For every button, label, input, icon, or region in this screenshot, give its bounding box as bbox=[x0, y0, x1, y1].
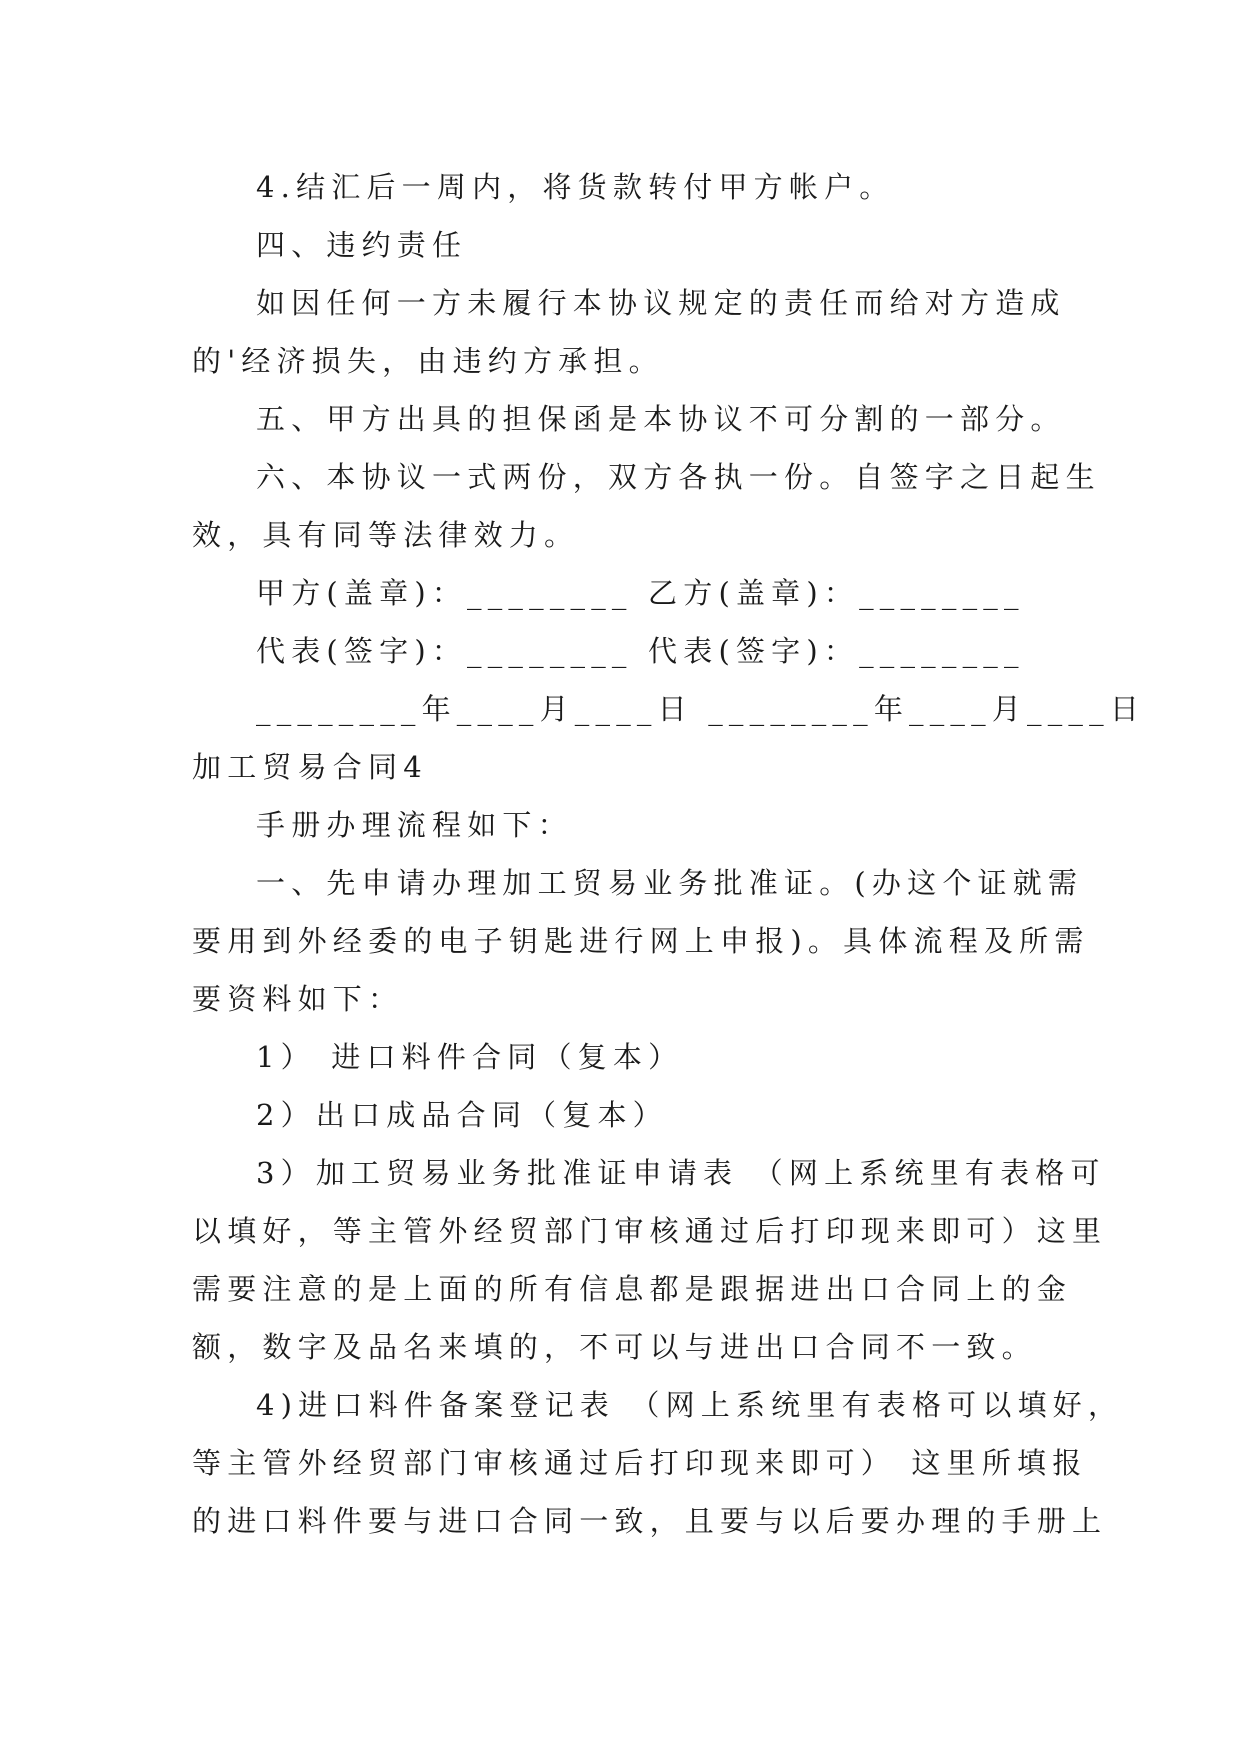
paragraph-line: 的'经济损失，由违约方承担。 bbox=[192, 344, 664, 378]
paragraph-line: 额，数字及品名来填的，不可以与进出口合同不一致。 bbox=[192, 1330, 1037, 1364]
section-heading-breach-liability: 四、违约责任 bbox=[256, 228, 468, 262]
paragraph-line: 需要注意的是上面的所有信息都是跟据进出口合同上的金 bbox=[192, 1272, 1073, 1306]
document-title: 加工贸易合同4 bbox=[192, 750, 428, 784]
signature-line-seal: 甲方(盖章)：________ 乙方(盖章)：________ bbox=[256, 576, 1025, 610]
paragraph-line: 的进口料件要与进口合同一致，且要与以后要办理的手册上 bbox=[192, 1504, 1108, 1538]
paragraph-line: 如因任何一方未履行本协议规定的责任而给对方造成 bbox=[256, 286, 1066, 320]
signature-line-representative: 代表(签字)：________ 代表(签字)：________ bbox=[256, 634, 1025, 668]
paragraph-line: 一、先申请办理加工贸易业务批准证。(办这个证就需 bbox=[256, 866, 1084, 900]
paragraph-line: 以填好，等主管外经贸部门审核通过后打印现来即可）这里 bbox=[192, 1214, 1108, 1248]
paragraph-line: 五、甲方出具的担保函是本协议不可分割的一部分。 bbox=[256, 402, 1066, 436]
signature-line-date: ________年____月____日 ________年____月____日 bbox=[256, 692, 1146, 726]
paragraph-line: 要用到外经委的电子钥匙进行网上申报)。具体流程及所需 bbox=[192, 924, 1090, 958]
paragraph-line: 4.结汇后一周内，将货款转付甲方帐户。 bbox=[256, 170, 895, 204]
paragraph-line: 六、本协议一式两份，双方各执一份。自签字之日起生 bbox=[256, 460, 1101, 494]
document-page bbox=[192, 158, 1146, 1550]
paragraph-line: 手册办理流程如下： bbox=[256, 808, 573, 842]
list-item: 3）加工贸易业务批准证申请表 （网上系统里有表格可 bbox=[256, 1156, 1106, 1190]
list-item: 2）出口成品合同（复本） bbox=[256, 1098, 668, 1132]
paragraph-line: 效，具有同等法律效力。 bbox=[192, 518, 580, 552]
list-item: 4)进口料件备案登记表 （网上系统里有表格可以填好， bbox=[256, 1388, 1124, 1422]
paragraph-line: 等主管外经贸部门审核通过后打印现来即可） 这里所填报 bbox=[192, 1446, 1088, 1480]
list-item: 1） 进口料件合同（复本） bbox=[256, 1040, 684, 1074]
paragraph-line: 要资料如下： bbox=[192, 982, 404, 1016]
